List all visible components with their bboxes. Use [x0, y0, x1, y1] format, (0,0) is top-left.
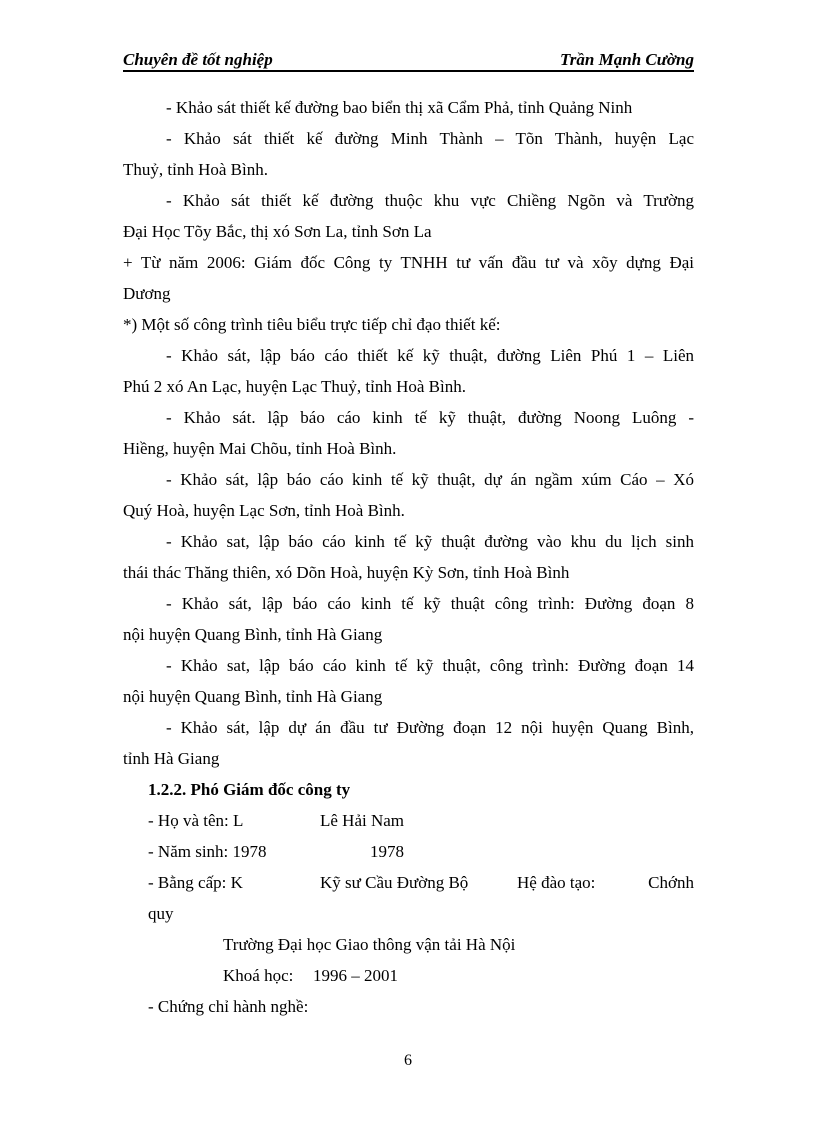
name-row: [123, 805, 694, 836]
paragraph-line: *) Một số công trình tiêu biểu trực tiếp chỉ đạo thiết kế:: [123, 315, 501, 334]
degree-label: - Bằng cấp: K: [148, 873, 243, 892]
paragraph-line: nội huyện Quang Bình, tỉnh Hà Giang: [123, 687, 383, 706]
degree-value: Kỹ sư Cầu Đường Bộ: [320, 873, 469, 892]
page-header: [123, 48, 694, 72]
paragraph-line: - Khảo sát thiết kế đường bao biển thị xã Cẩm Phả, tỉnh Quảng Ninh: [166, 98, 633, 117]
section-title: 1.2.2. Phó Giám đốc công ty: [148, 780, 351, 799]
paragraph-line: nội huyện Quang Bình, tỉnh Hà Giang: [123, 625, 383, 644]
page-number: 6: [404, 1052, 412, 1069]
paragraph-line: - Khảo sát. lập báo cáo kinh tế kỹ thuật, đường Noong Luông -: [166, 408, 694, 427]
paragraph-line: - Khảo sát, lập báo cáo kinh tế kỹ thuật, dự án ngầm xúm Cáo – Xó: [166, 470, 694, 489]
paragraph-line: Thuỷ, tỉnh Hoà Bình.: [123, 160, 268, 179]
header-author: Trần Mạnh Cường: [560, 50, 694, 69]
paragraph-line: Quý Hoà, huyện Lạc Sơn, tỉnh Hoà Bình.: [123, 501, 405, 520]
training-value: Chớnh: [648, 873, 694, 892]
paragraph-line: Phú 2 xó An Lạc, huyện Lạc Thuỷ, tỉnh Hoà Bình.: [123, 377, 466, 396]
course-value: 1996 – 2001: [313, 966, 398, 985]
training-value-cont: quy: [148, 904, 174, 923]
paragraph-line: + Từ năm 2006: Giám đốc Công ty TNHH tư vấn đầu tư và xõy dựng Đại: [123, 253, 694, 272]
name-label: - Họ và tên: L: [148, 811, 244, 830]
name-value: Lê Hải Nam: [320, 811, 405, 830]
course-row: [123, 960, 694, 991]
training-label: Hệ đào tạo:: [517, 873, 596, 892]
paragraph-line: - Khảo sát, lập dự án đầu tư Đường đoạn 12 nội huyện Quang Bình,: [166, 718, 694, 737]
paragraph-line: - Khảo sat, lập báo cáo kinh tế kỹ thuật đường vào khu du lịch sinh: [166, 532, 694, 551]
paragraph-line: Dương: [123, 284, 171, 303]
course-label: Khoá học:: [223, 966, 294, 985]
paragraph-line: - Khảo sát, lập báo cáo kinh tế kỹ thuật công trình: Đường đoạn 8: [166, 594, 694, 613]
birth-value: 1978: [370, 842, 404, 861]
paragraph-line: Đại Học Tõy Bắc, thị xó Sơn La, tỉnh Sơn La: [123, 222, 432, 241]
document-body: [123, 92, 694, 1022]
header-title: Chuyên đề tốt nghiệp: [123, 50, 273, 69]
paragraph-line: tỉnh Hà Giang: [123, 749, 220, 768]
birth-row: [123, 836, 694, 867]
paragraph-line: - Khảo sat, lập báo cáo kinh tế kỹ thuật, công trình: Đường đoạn 14: [166, 656, 694, 675]
paragraph-line: - Khảo sát thiết kế đường thuộc khu vực Chiềng Ngõn và Trường: [166, 191, 694, 210]
school-name: Trường Đại học Giao thông vận tải Hà Nội: [223, 935, 516, 954]
paragraph-line: Hiềng, huyện Mai Chõu, tỉnh Hoà Bình.: [123, 439, 397, 458]
paragraph-line: - Khảo sát thiết kế đường Minh Thành – Tõn Thành, huyện Lạc: [166, 129, 694, 148]
paragraph-line: - Khảo sát, lập báo cáo thiết kế kỹ thuật, đường Liên Phú 1 – Liên: [166, 346, 694, 365]
degree-row: [123, 867, 694, 898]
paragraph-line: thái thác Thăng thiên, xó Dõn Hoà, huyện Kỳ Sơn, tỉnh Hoà Bình: [123, 563, 570, 582]
certificate-label: - Chứng chỉ hành nghề:: [148, 997, 309, 1016]
birth-label: - Năm sinh: 1978: [148, 842, 267, 861]
training-group: [517, 867, 694, 898]
